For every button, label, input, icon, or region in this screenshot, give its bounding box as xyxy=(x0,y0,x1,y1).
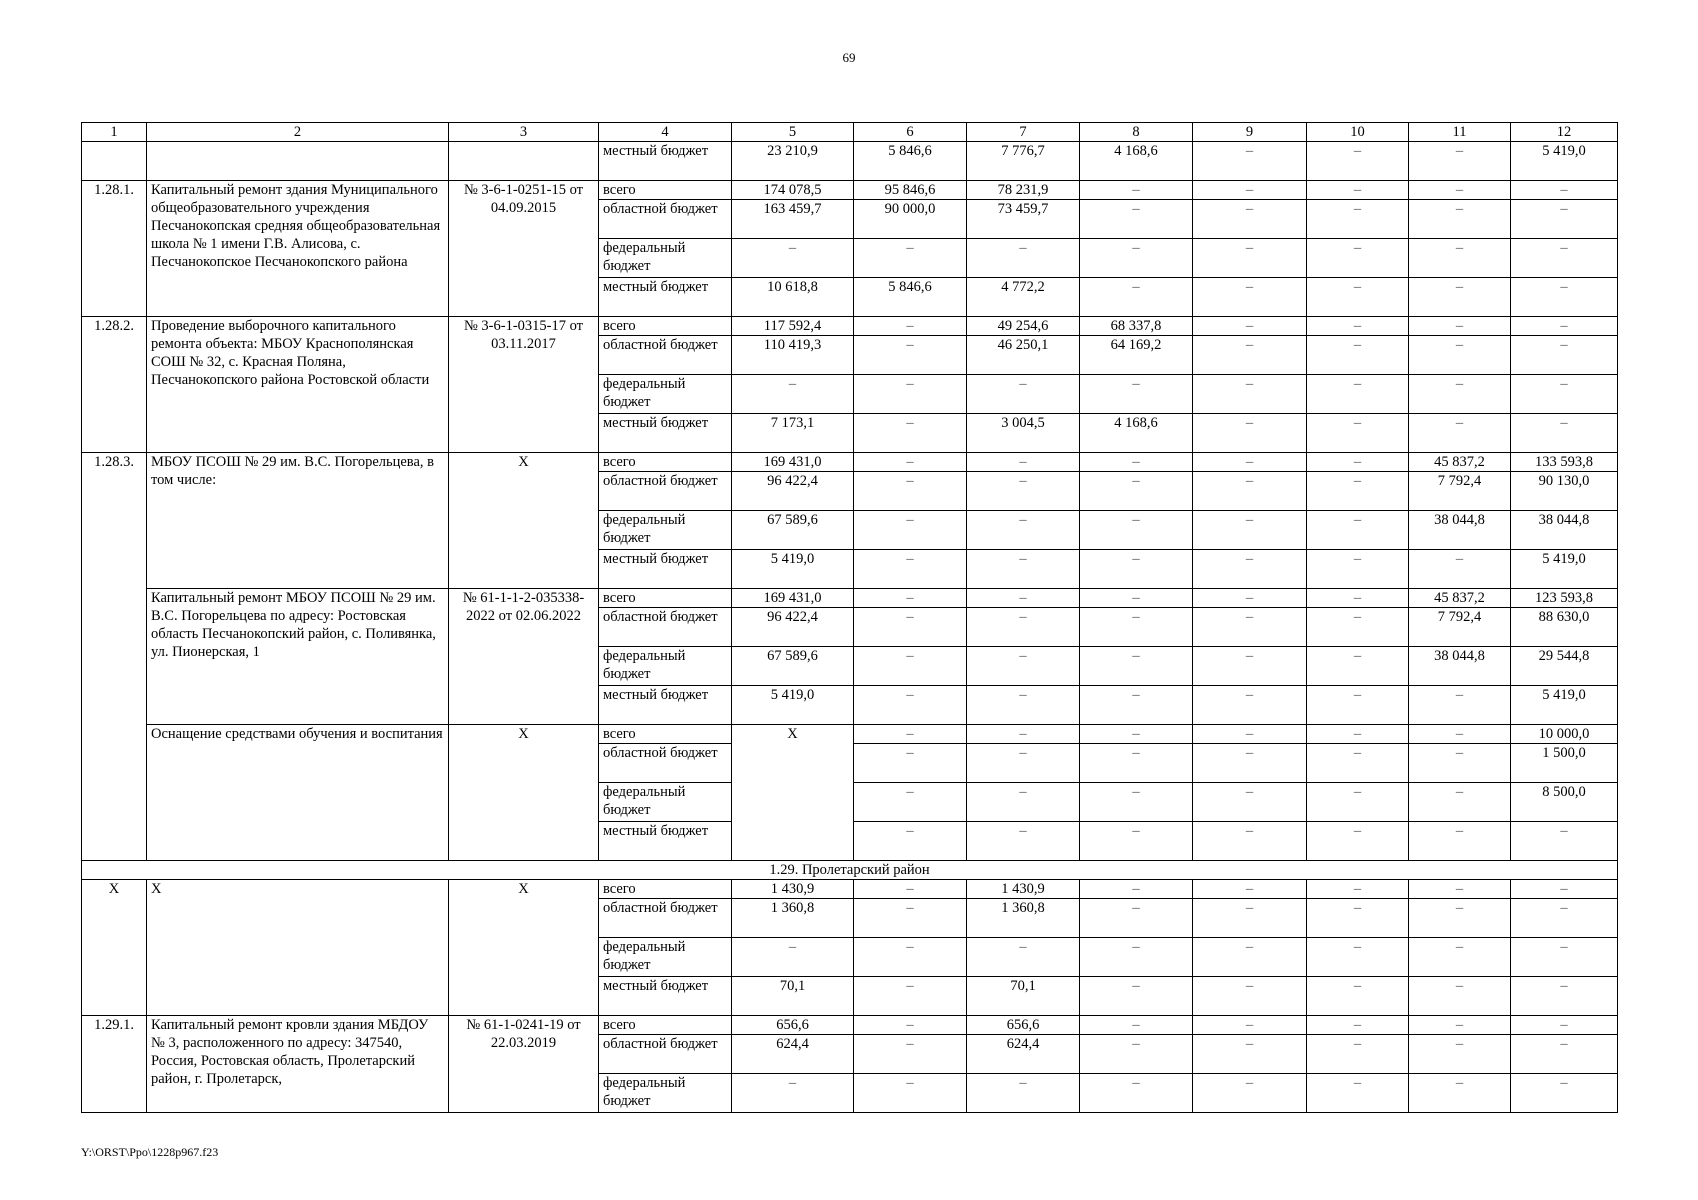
value-cell: – xyxy=(1307,453,1409,472)
value-cell: – xyxy=(1307,647,1409,686)
value-cell: – xyxy=(1193,375,1307,414)
value-cell: – xyxy=(967,511,1080,550)
value-cell: – xyxy=(1409,239,1511,278)
value-cell: 90 000,0 xyxy=(854,200,967,239)
value-cell: 23 210,9 xyxy=(732,142,854,181)
value-cell: – xyxy=(1193,880,1307,899)
section-title: 1.29. Пролетарский район xyxy=(82,861,1618,880)
value-cell: – xyxy=(854,589,967,608)
value-cell: – xyxy=(1080,899,1193,938)
value-cell: 90 130,0 xyxy=(1511,472,1618,511)
value-cell: 3 004,5 xyxy=(967,414,1080,453)
source-label: областной бюджет xyxy=(599,336,732,375)
value-cell: – xyxy=(854,880,967,899)
value-cell: – xyxy=(1511,317,1618,336)
footer-file-path: Y:\ORST\Ppo\1228p967.f23 xyxy=(81,1145,219,1159)
value-cell: – xyxy=(967,744,1080,783)
value-cell: 29 544,8 xyxy=(1511,647,1618,686)
value-cell: – xyxy=(1193,938,1307,977)
value-cell: – xyxy=(1080,550,1193,589)
value-cell: 96 422,4 xyxy=(732,608,854,647)
value-cell: 8 500,0 xyxy=(1511,783,1618,822)
value-cell: 4 772,2 xyxy=(967,278,1080,317)
source-label: местный бюджет xyxy=(599,278,732,317)
value-cell: – xyxy=(1511,375,1618,414)
value-cell: – xyxy=(854,1035,967,1074)
value-cell: – xyxy=(854,783,967,822)
table-row xyxy=(82,880,1618,899)
value-cell: 174 078,5 xyxy=(732,181,854,200)
value-cell: – xyxy=(1080,1016,1193,1035)
value-cell: 117 592,4 xyxy=(732,317,854,336)
value-cell: – xyxy=(1080,472,1193,511)
merged-value: Х xyxy=(732,725,854,861)
value-cell: – xyxy=(1511,1035,1618,1074)
value-cell: – xyxy=(1511,200,1618,239)
value-cell: 78 231,9 xyxy=(967,181,1080,200)
value-cell: – xyxy=(1511,239,1618,278)
source-label: областной бюджет xyxy=(599,1035,732,1074)
value-cell: – xyxy=(1080,783,1193,822)
source-label: всего xyxy=(599,725,732,744)
value-cell: – xyxy=(1511,938,1618,977)
value-cell: – xyxy=(1080,453,1193,472)
item-name: МБОУ ПСОШ № 29 им. В.С. Погорельцева, в том числе: xyxy=(147,453,449,589)
value-cell: – xyxy=(732,938,854,977)
value-cell: – xyxy=(854,686,967,725)
value-cell: – xyxy=(1511,336,1618,375)
value-cell: – xyxy=(1511,822,1618,861)
value-cell: – xyxy=(1307,317,1409,336)
col-header: 11 xyxy=(1409,123,1511,142)
value-cell: 5 419,0 xyxy=(1511,686,1618,725)
value-cell: – xyxy=(1307,744,1409,783)
table-row xyxy=(82,861,1618,880)
item-name: Капитальный ремонт здания Муниципального общеобразовательного учреждения Песчанокопская средняя общеобразовательная школа № 1 имени Г.В. Алисова, с. Песчанокопское Песчанокопского района xyxy=(147,181,449,317)
value-cell: 4 168,6 xyxy=(1080,142,1193,181)
value-cell: 5 419,0 xyxy=(1511,142,1618,181)
value-cell: – xyxy=(1193,1016,1307,1035)
value-cell: – xyxy=(967,453,1080,472)
value-cell: – xyxy=(1080,375,1193,414)
value-cell: – xyxy=(1193,239,1307,278)
value-cell: 7 173,1 xyxy=(732,414,854,453)
item-document: Х xyxy=(449,453,599,589)
value-cell: – xyxy=(1080,977,1193,1016)
value-cell: 1 500,0 xyxy=(1511,744,1618,783)
value-cell: – xyxy=(1409,1074,1511,1113)
value-cell: – xyxy=(1307,336,1409,375)
value-cell: 88 630,0 xyxy=(1511,608,1618,647)
value-cell: – xyxy=(1193,336,1307,375)
value-cell: – xyxy=(854,239,967,278)
value-cell: – xyxy=(967,783,1080,822)
value-cell: – xyxy=(1409,317,1511,336)
value-cell: – xyxy=(854,414,967,453)
value-cell: 10 618,8 xyxy=(732,278,854,317)
source-label: областной бюджет xyxy=(599,608,732,647)
value-cell: – xyxy=(1193,783,1307,822)
value-cell: – xyxy=(1080,1074,1193,1113)
value-cell: – xyxy=(1409,783,1511,822)
col-header: 3 xyxy=(449,123,599,142)
empty-cell xyxy=(449,142,599,181)
source-label: местный бюджет xyxy=(599,550,732,589)
value-cell: 67 589,6 xyxy=(732,511,854,550)
value-cell: – xyxy=(1307,938,1409,977)
source-label: федеральный бюджет xyxy=(599,1074,732,1113)
source-label: областной бюджет xyxy=(599,899,732,938)
value-cell: 38 044,8 xyxy=(1409,647,1511,686)
value-cell: – xyxy=(967,938,1080,977)
value-cell: – xyxy=(1080,725,1193,744)
value-cell: 1 360,8 xyxy=(967,899,1080,938)
empty-cell xyxy=(82,142,147,181)
item-number: 1.28.3. xyxy=(82,453,147,861)
value-cell: – xyxy=(1080,647,1193,686)
value-cell: – xyxy=(1307,200,1409,239)
col-header: 6 xyxy=(854,123,967,142)
value-cell: – xyxy=(1307,239,1409,278)
item-number: 1.29.1. xyxy=(82,1016,147,1113)
value-cell: – xyxy=(1409,1016,1511,1035)
col-header: 7 xyxy=(967,123,1080,142)
value-cell: 38 044,8 xyxy=(1511,511,1618,550)
value-cell: – xyxy=(1409,686,1511,725)
value-cell: 163 459,7 xyxy=(732,200,854,239)
source-label: местный бюджет xyxy=(599,822,732,861)
value-cell: – xyxy=(1307,783,1409,822)
value-cell: – xyxy=(1307,686,1409,725)
value-cell: 7 776,7 xyxy=(967,142,1080,181)
value-cell: – xyxy=(1409,181,1511,200)
value-cell: – xyxy=(967,375,1080,414)
value-cell: – xyxy=(732,239,854,278)
value-cell: – xyxy=(1307,511,1409,550)
value-cell: 70,1 xyxy=(732,977,854,1016)
source-label: всего xyxy=(599,181,732,200)
value-cell: – xyxy=(1307,608,1409,647)
value-cell: – xyxy=(1080,511,1193,550)
value-cell: – xyxy=(1409,1035,1511,1074)
value-cell: – xyxy=(1511,414,1618,453)
source-label: местный бюджет xyxy=(599,977,732,1016)
value-cell: – xyxy=(854,647,967,686)
table-row xyxy=(82,1016,1618,1035)
value-cell: – xyxy=(1511,899,1618,938)
item-number: 1.28.1. xyxy=(82,181,147,317)
value-cell: – xyxy=(1409,200,1511,239)
value-cell: – xyxy=(854,375,967,414)
value-cell: – xyxy=(1193,725,1307,744)
value-cell: – xyxy=(1409,142,1511,181)
value-cell: – xyxy=(1307,589,1409,608)
value-cell: – xyxy=(854,899,967,938)
value-cell: – xyxy=(1409,899,1511,938)
value-cell: – xyxy=(854,822,967,861)
table-row xyxy=(82,725,1618,744)
value-cell: – xyxy=(1409,336,1511,375)
source-label: всего xyxy=(599,317,732,336)
value-cell: – xyxy=(967,725,1080,744)
item-document: № 61-1-0241-19 от 22.03.2019 xyxy=(449,1016,599,1113)
value-cell: – xyxy=(854,1074,967,1113)
value-cell: – xyxy=(1080,686,1193,725)
value-cell: – xyxy=(854,725,967,744)
value-cell: – xyxy=(1409,977,1511,1016)
value-cell: 10 000,0 xyxy=(1511,725,1618,744)
source-label: местный бюджет xyxy=(599,414,732,453)
value-cell: 70,1 xyxy=(967,977,1080,1016)
value-cell: – xyxy=(1193,822,1307,861)
col-header: 5 xyxy=(732,123,854,142)
value-cell: – xyxy=(854,938,967,977)
value-cell: – xyxy=(854,336,967,375)
item-number: 1.28.2. xyxy=(82,317,147,453)
value-cell: 5 419,0 xyxy=(732,550,854,589)
item-number: Х xyxy=(82,880,147,1016)
value-cell: – xyxy=(1080,1035,1193,1074)
value-cell: – xyxy=(1409,938,1511,977)
value-cell: – xyxy=(1409,550,1511,589)
value-cell: – xyxy=(1193,472,1307,511)
value-cell: – xyxy=(1307,414,1409,453)
value-cell: 169 431,0 xyxy=(732,453,854,472)
budget-table xyxy=(81,122,1618,1113)
value-cell: – xyxy=(1193,317,1307,336)
value-cell: – xyxy=(1193,511,1307,550)
page-number: 69 xyxy=(842,50,856,65)
value-cell: – xyxy=(1307,142,1409,181)
value-cell: 49 254,6 xyxy=(967,317,1080,336)
item-document: Х xyxy=(449,725,599,861)
value-cell: 624,4 xyxy=(967,1035,1080,1074)
value-cell: – xyxy=(1193,977,1307,1016)
value-cell: 38 044,8 xyxy=(1409,511,1511,550)
source-label: всего xyxy=(599,1016,732,1035)
value-cell: 68 337,8 xyxy=(1080,317,1193,336)
source-label: областной бюджет xyxy=(599,744,732,783)
col-header: 9 xyxy=(1193,123,1307,142)
value-cell: – xyxy=(1080,744,1193,783)
value-cell: – xyxy=(967,589,1080,608)
value-cell: 624,4 xyxy=(732,1035,854,1074)
value-cell: – xyxy=(967,647,1080,686)
source-label: федеральный бюджет xyxy=(599,938,732,977)
value-cell: – xyxy=(1307,880,1409,899)
value-cell: – xyxy=(854,550,967,589)
value-cell: – xyxy=(1193,647,1307,686)
value-cell: – xyxy=(1193,899,1307,938)
value-cell: 46 250,1 xyxy=(967,336,1080,375)
value-cell: – xyxy=(854,453,967,472)
value-cell: – xyxy=(854,1016,967,1035)
source-label: федеральный бюджет xyxy=(599,647,732,686)
value-cell: 5 419,0 xyxy=(732,686,854,725)
item-document: № 3-6-1-0251-15 от 04.09.2015 xyxy=(449,181,599,317)
value-cell: 45 837,2 xyxy=(1409,453,1511,472)
column-number-row xyxy=(82,123,1618,142)
value-cell: – xyxy=(1409,744,1511,783)
value-cell: 64 169,2 xyxy=(1080,336,1193,375)
value-cell: – xyxy=(967,239,1080,278)
value-cell: 1 430,9 xyxy=(967,880,1080,899)
value-cell: – xyxy=(854,472,967,511)
item-document: № 3-6-1-0315-17 от 03.11.2017 xyxy=(449,317,599,453)
value-cell: – xyxy=(1511,1074,1618,1113)
item-name: Капитальный ремонт МБОУ ПСОШ № 29 им. В.С. Погорельцева по адресу: Ростовская область Песчанокопский район, с. Поливянка, ул. Пионерская, 1 xyxy=(147,589,449,725)
value-cell: – xyxy=(854,317,967,336)
value-cell: – xyxy=(854,608,967,647)
value-cell: 96 422,4 xyxy=(732,472,854,511)
value-cell: – xyxy=(967,1074,1080,1113)
value-cell: – xyxy=(1193,589,1307,608)
table-row xyxy=(82,589,1618,608)
value-cell: 95 846,6 xyxy=(854,181,967,200)
value-cell: – xyxy=(1307,977,1409,1016)
value-cell: – xyxy=(1193,1074,1307,1113)
value-cell: – xyxy=(1193,200,1307,239)
value-cell: – xyxy=(1409,375,1511,414)
value-cell: – xyxy=(1511,880,1618,899)
source-label: всего xyxy=(599,589,732,608)
col-header: 4 xyxy=(599,123,732,142)
value-cell: – xyxy=(1080,822,1193,861)
value-cell: – xyxy=(1193,181,1307,200)
value-cell: – xyxy=(967,472,1080,511)
value-cell: – xyxy=(1080,938,1193,977)
value-cell: – xyxy=(967,550,1080,589)
value-cell: – xyxy=(1080,239,1193,278)
source-label: областной бюджет xyxy=(599,200,732,239)
value-cell: 5 419,0 xyxy=(1511,550,1618,589)
source-label: всего xyxy=(599,453,732,472)
value-cell: 1 360,8 xyxy=(732,899,854,938)
value-cell: – xyxy=(1409,414,1511,453)
value-cell: – xyxy=(854,511,967,550)
value-cell: 45 837,2 xyxy=(1409,589,1511,608)
source-label: местный бюджет xyxy=(599,142,732,181)
value-cell: 169 431,0 xyxy=(732,589,854,608)
value-cell: – xyxy=(1409,725,1511,744)
table-row xyxy=(82,142,1618,181)
value-cell: – xyxy=(1511,181,1618,200)
value-cell: 123 593,8 xyxy=(1511,589,1618,608)
value-cell: – xyxy=(1193,453,1307,472)
value-cell: 110 419,3 xyxy=(732,336,854,375)
value-cell: – xyxy=(1080,589,1193,608)
value-cell: – xyxy=(1193,686,1307,725)
value-cell: – xyxy=(854,744,967,783)
value-cell: 4 168,6 xyxy=(1080,414,1193,453)
source-label: всего xyxy=(599,880,732,899)
value-cell: – xyxy=(1307,899,1409,938)
value-cell: – xyxy=(967,608,1080,647)
value-cell: – xyxy=(1307,1016,1409,1035)
value-cell: 73 459,7 xyxy=(967,200,1080,239)
value-cell: 1 430,9 xyxy=(732,880,854,899)
value-cell: – xyxy=(732,375,854,414)
col-header: 12 xyxy=(1511,123,1618,142)
empty-cell xyxy=(147,142,449,181)
value-cell: – xyxy=(1080,880,1193,899)
item-document: Х xyxy=(449,880,599,1016)
value-cell: 67 589,6 xyxy=(732,647,854,686)
value-cell: – xyxy=(1409,278,1511,317)
item-name: Оснащение средствами обучения и воспитания xyxy=(147,725,449,861)
value-cell: – xyxy=(1080,278,1193,317)
value-cell: – xyxy=(1307,181,1409,200)
source-label: областной бюджет xyxy=(599,472,732,511)
value-cell: – xyxy=(854,977,967,1016)
value-cell: – xyxy=(1307,472,1409,511)
value-cell: – xyxy=(1307,1074,1409,1113)
source-label: местный бюджет xyxy=(599,686,732,725)
value-cell: – xyxy=(1080,608,1193,647)
value-cell: – xyxy=(1409,880,1511,899)
value-cell: – xyxy=(1307,822,1409,861)
value-cell: – xyxy=(1193,142,1307,181)
value-cell: – xyxy=(1193,744,1307,783)
value-cell: 7 792,4 xyxy=(1409,608,1511,647)
col-header: 10 xyxy=(1307,123,1409,142)
col-header: 1 xyxy=(82,123,147,142)
value-cell: 7 792,4 xyxy=(1409,472,1511,511)
col-header: 2 xyxy=(147,123,449,142)
value-cell: 5 846,6 xyxy=(854,142,967,181)
value-cell: – xyxy=(1511,278,1618,317)
value-cell: – xyxy=(1080,181,1193,200)
value-cell: 5 846,6 xyxy=(854,278,967,317)
value-cell: 133 593,8 xyxy=(1511,453,1618,472)
value-cell: – xyxy=(1511,977,1618,1016)
value-cell: – xyxy=(1307,725,1409,744)
table-row xyxy=(82,453,1618,472)
item-document: № 61-1-1-2-035338-2022 от 02.06.2022 xyxy=(449,589,599,725)
table-row xyxy=(82,181,1618,200)
value-cell: – xyxy=(1193,608,1307,647)
value-cell: – xyxy=(1511,1016,1618,1035)
item-name: Х xyxy=(147,880,449,1016)
value-cell: – xyxy=(967,686,1080,725)
value-cell: 656,6 xyxy=(967,1016,1080,1035)
source-label: федеральный бюджет xyxy=(599,239,732,278)
value-cell: – xyxy=(1307,278,1409,317)
source-label: федеральный бюджет xyxy=(599,375,732,414)
value-cell: – xyxy=(1080,200,1193,239)
value-cell: – xyxy=(1307,375,1409,414)
item-name: Капитальный ремонт кровли здания МБДОУ № 3, расположенного по адресу: 347540, Россия, Ростовская область, Пролетарский район, г. Пролетарск, xyxy=(147,1016,449,1113)
source-label: федеральный бюджет xyxy=(599,783,732,822)
value-cell: – xyxy=(732,1074,854,1113)
col-header: 8 xyxy=(1080,123,1193,142)
source-label: федеральный бюджет xyxy=(599,511,732,550)
value-cell: – xyxy=(967,822,1080,861)
value-cell: – xyxy=(1307,1035,1409,1074)
value-cell: – xyxy=(1193,414,1307,453)
value-cell: – xyxy=(1193,1035,1307,1074)
value-cell: – xyxy=(1193,550,1307,589)
value-cell: 656,6 xyxy=(732,1016,854,1035)
value-cell: – xyxy=(1409,822,1511,861)
value-cell: – xyxy=(1307,550,1409,589)
table-row xyxy=(82,317,1618,336)
item-name: Проведение выборочного капитального ремонта объекта: МБОУ Краснополянская СОШ № 32, с. Красная Поляна, Песчанокопского района Ростовской области xyxy=(147,317,449,453)
value-cell: – xyxy=(1193,278,1307,317)
